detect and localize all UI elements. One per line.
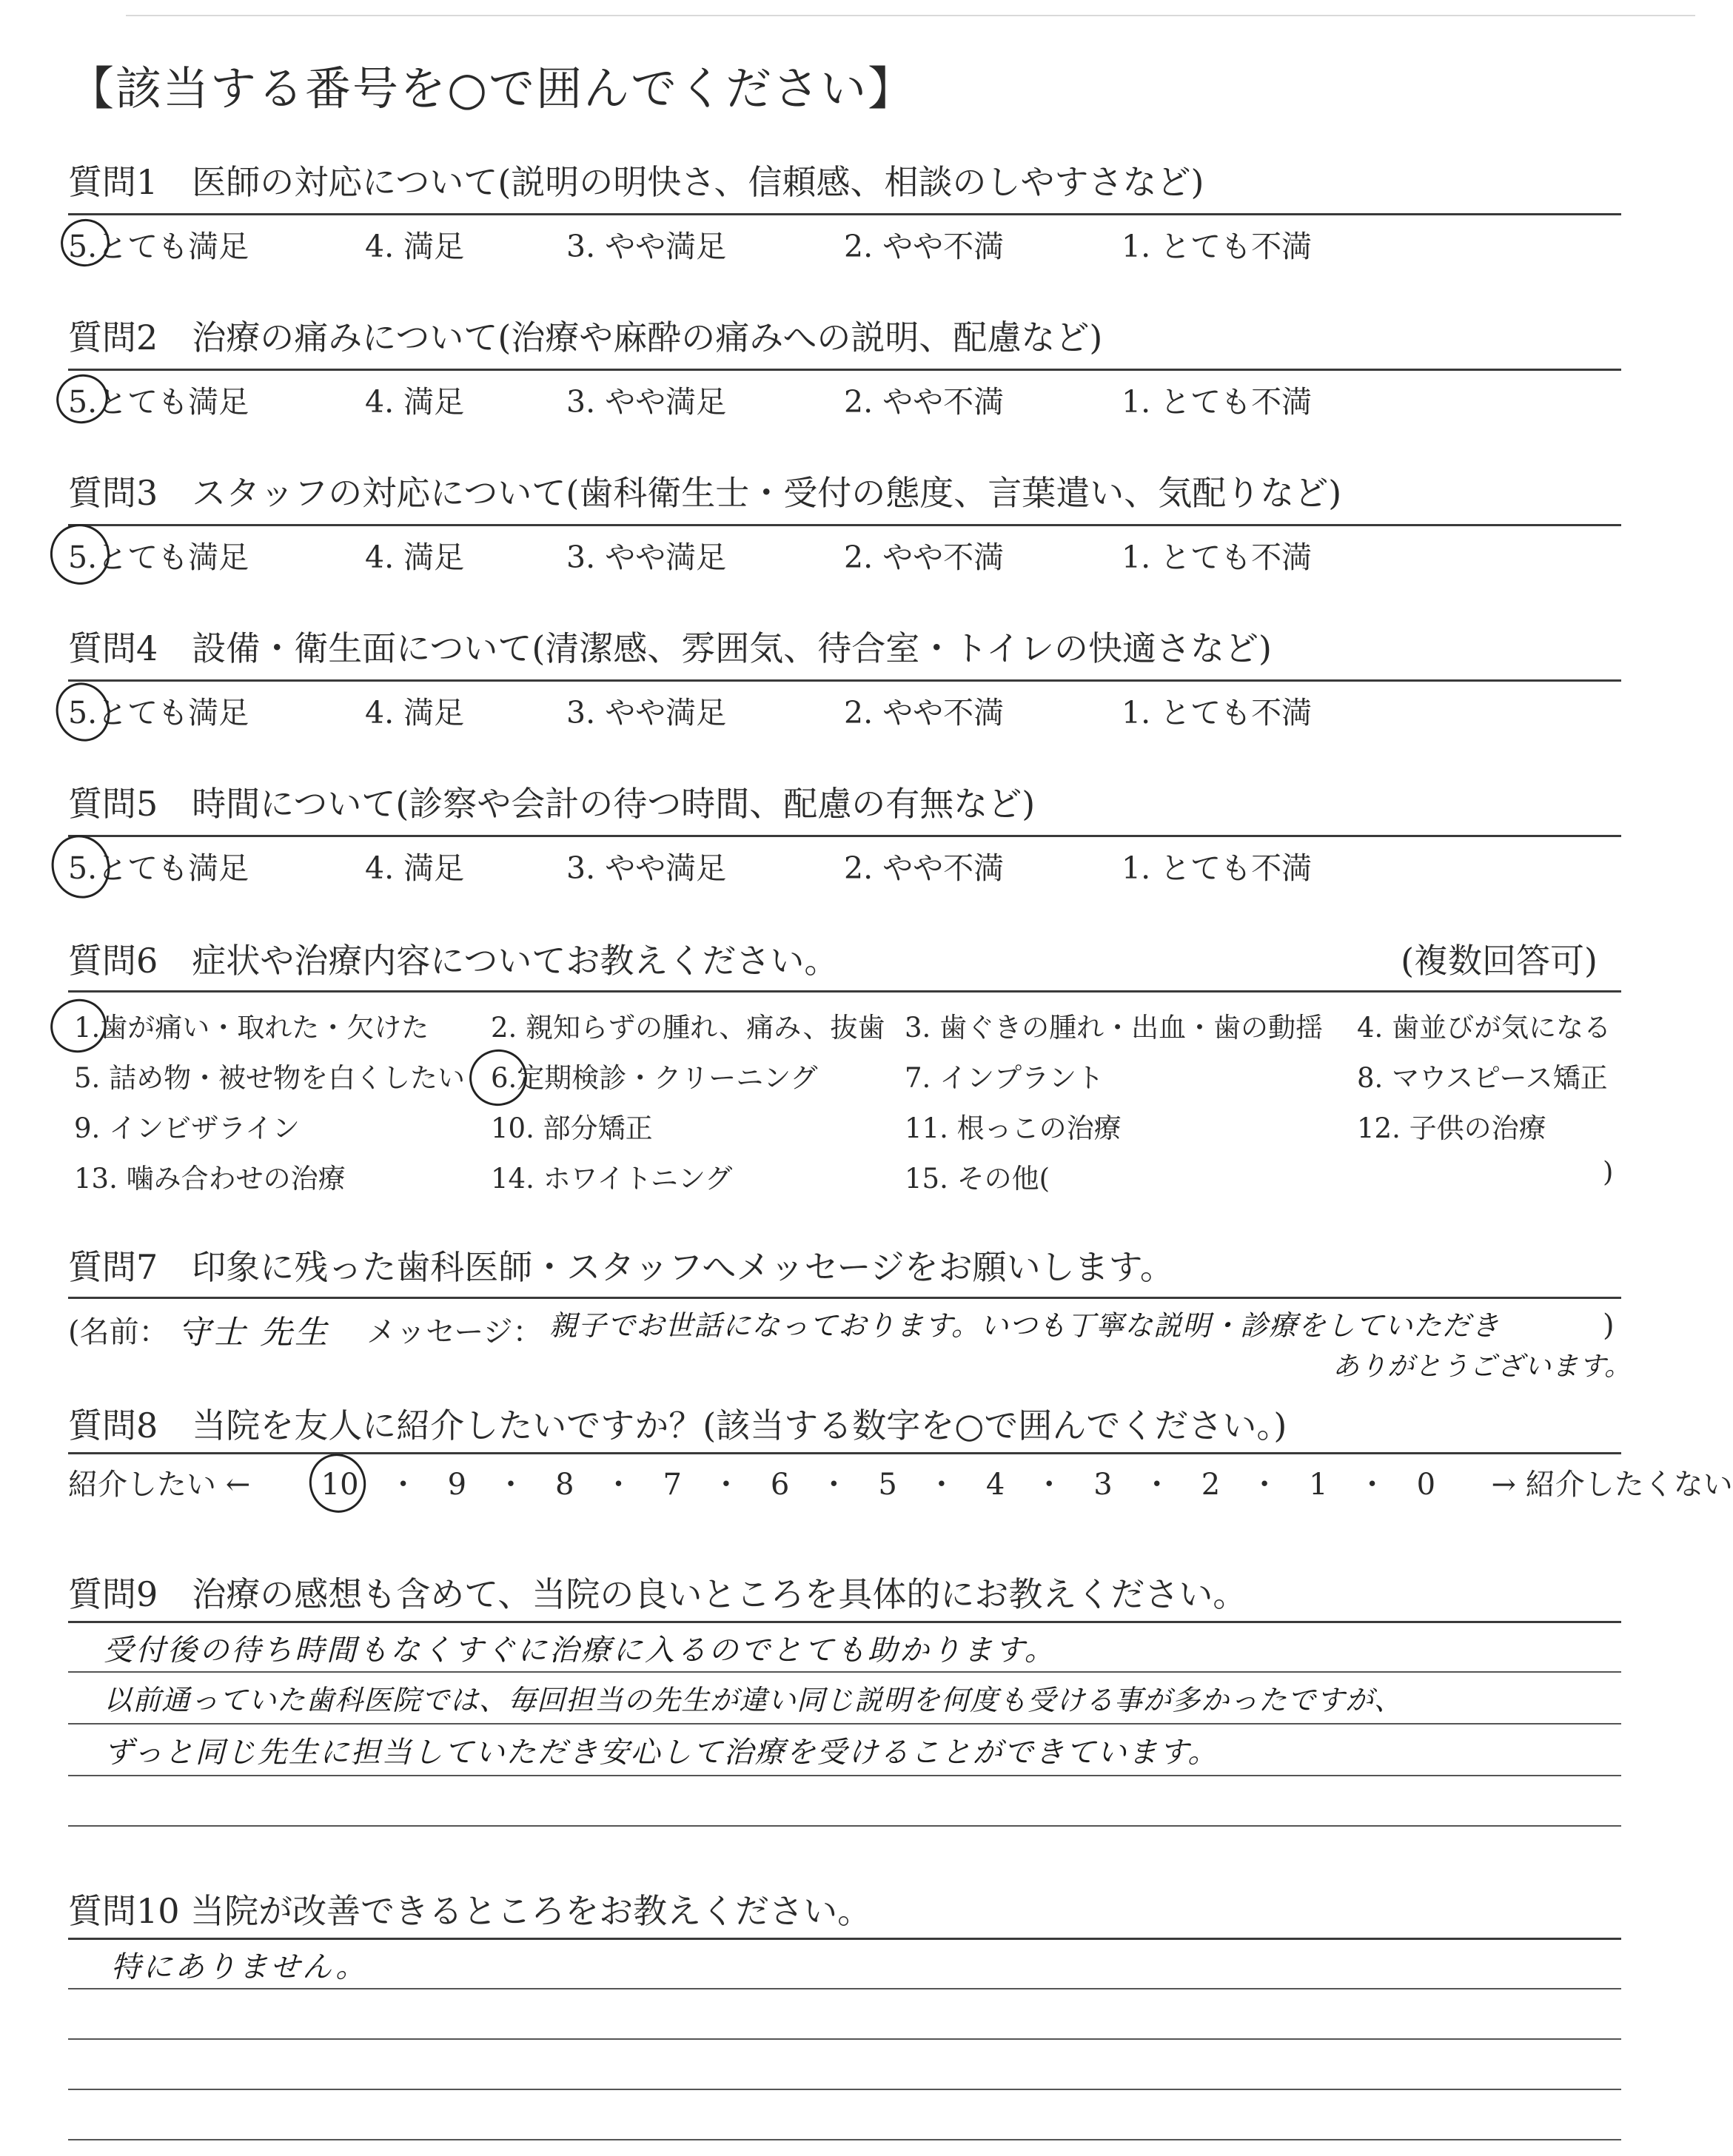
q7-message-prefix: メッセージ： bbox=[366, 1315, 543, 1349]
q6-item-13[interactable]: 13. 噛み合わせの治療 bbox=[74, 1163, 346, 1195]
q6-item-8[interactable]: 8. マウスピース矯正 bbox=[1357, 1062, 1608, 1094]
q10-divider bbox=[68, 1938, 1621, 1940]
q9-answer-line-2[interactable]: 以前通っていた歯科医院では、毎回担当の先生が違い同じ説明を何度も受ける事が多かったですが、 bbox=[104, 1684, 1404, 1716]
q10-answer-line-1[interactable]: 特にありません。 bbox=[111, 1950, 368, 1984]
q6-item-6[interactable]: 6.定期検診・クリーニング bbox=[491, 1062, 818, 1094]
q2-option-1[interactable]: 1. とても不満 bbox=[1122, 384, 1313, 420]
q2-option-5[interactable]: 5.とても満足 bbox=[68, 384, 249, 420]
q3-option-1[interactable]: 1. とても不満 bbox=[1122, 540, 1313, 575]
q8-label: 質問8 当院を友人に紹介したいですか？(該当する数字を○で囲んでください。) bbox=[68, 1406, 1287, 1445]
q9-ruled-line-3 bbox=[68, 1775, 1621, 1776]
q6-item-4[interactable]: 4. 歯並びが気になる bbox=[1357, 1012, 1612, 1044]
q5-option-2[interactable]: 2. やや不満 bbox=[844, 850, 1005, 886]
q4-option-3[interactable]: 3. やや満足 bbox=[566, 695, 727, 731]
q10-ruled-line-3 bbox=[68, 2089, 1621, 2090]
q4-divider bbox=[68, 679, 1621, 682]
q3-option-3[interactable]: 3. やや満足 bbox=[566, 540, 727, 575]
q5-label: 質問5 時間について(診察や会計の待つ時間、配慮の有無など) bbox=[68, 784, 1036, 824]
q2-label: 質問2 治療の痛みについて(治療や麻酔の痛みへの説明、配慮など) bbox=[68, 318, 1103, 357]
q6-item-15[interactable]: 15. その他( bbox=[905, 1163, 1050, 1195]
q6-item-9[interactable]: 9. インビザライン bbox=[74, 1112, 300, 1144]
q6-label: 質問6 症状や治療内容についてお教えください。 bbox=[68, 941, 839, 981]
q4-option-4[interactable]: 4. 満足 bbox=[365, 695, 465, 731]
q5-option-1[interactable]: 1. とても不満 bbox=[1122, 850, 1313, 886]
q3-option-5[interactable]: 5.とても満足 bbox=[68, 540, 249, 575]
q9-answer-line-3[interactable]: ずっと同じ先生に担当していただき安心して治療を受けることができています。 bbox=[104, 1736, 1219, 1770]
q1-option-3[interactable]: 3. やや満足 bbox=[566, 229, 727, 264]
q6-item-11[interactable]: 11. 根っこの治療 bbox=[905, 1112, 1122, 1144]
q5-option-4[interactable]: 4. 満足 bbox=[365, 850, 465, 886]
q1-option-4[interactable]: 4. 満足 bbox=[365, 229, 465, 264]
q3-option-2[interactable]: 2. やや不満 bbox=[844, 540, 1005, 575]
q4-option-2[interactable]: 2. やや不満 bbox=[844, 695, 1005, 731]
q7-message-line-2[interactable]: ありがとうございます。 bbox=[1333, 1351, 1632, 1382]
q7-name-value[interactable]: 守士 先生 bbox=[178, 1314, 329, 1351]
q7-close-paren: ) bbox=[1603, 1309, 1615, 1343]
top-border bbox=[126, 15, 1695, 16]
q4-option-1[interactable]: 1. とても不満 bbox=[1122, 695, 1313, 731]
q6-item-10[interactable]: 10. 部分矯正 bbox=[491, 1112, 653, 1144]
q7-message-line-1[interactable]: 親子でお世話になっております。いつも丁寧な説明・診療をしていただき bbox=[549, 1309, 1500, 1342]
q2-divider bbox=[68, 369, 1621, 371]
q6-item-14[interactable]: 14. ホワイトニング bbox=[491, 1163, 733, 1195]
q5-option-3[interactable]: 3. やや満足 bbox=[566, 850, 727, 886]
q9-ruled-line-1 bbox=[68, 1671, 1621, 1673]
q6-note: (複数回答可) bbox=[1401, 941, 1598, 981]
q9-divider bbox=[68, 1621, 1621, 1623]
q6-item-12[interactable]: 12. 子供の治療 bbox=[1357, 1112, 1546, 1144]
q10-label: 質問10 当院が改善できるところをお教えください。 bbox=[68, 1891, 872, 1931]
q1-option-2[interactable]: 2. やや不満 bbox=[844, 229, 1005, 264]
q6-divider bbox=[68, 990, 1621, 993]
q3-answer-circle bbox=[42, 517, 117, 593]
q6-answer-circle-6 bbox=[462, 1042, 534, 1113]
q8-right-label: → 紹介したくない bbox=[1491, 1468, 1733, 1502]
q9-label: 質問9 治療の感想も含めて、当院の良いところを具体的にお教えください。 bbox=[68, 1574, 1247, 1614]
q6-item-1[interactable]: 1.歯が痛い・取れた・欠けた bbox=[74, 1012, 429, 1044]
q1-option-1[interactable]: 1. とても不満 bbox=[1122, 229, 1313, 264]
q6-answer-circle-1 bbox=[44, 992, 114, 1060]
q3-option-4[interactable]: 4. 満足 bbox=[365, 540, 465, 575]
q8-left-label: 紹介したい ← bbox=[68, 1468, 251, 1502]
q4-answer-circle bbox=[48, 676, 117, 748]
q5-divider bbox=[68, 835, 1621, 837]
q8-divider bbox=[68, 1452, 1621, 1454]
q6-item-3[interactable]: 3. 歯ぐきの腫れ・出血・歯の動揺 bbox=[905, 1012, 1324, 1044]
q1-option-5[interactable]: 5.とても満足 bbox=[68, 229, 249, 264]
q6-item-15-close: ) bbox=[1603, 1156, 1614, 1188]
q5-answer-circle bbox=[44, 827, 118, 906]
q7-name-prefix: (名前： bbox=[68, 1315, 169, 1349]
q10-ruled-line-4 bbox=[68, 2139, 1621, 2140]
page-title: 【該当する番号を○で囲んでください】 bbox=[68, 61, 916, 115]
q7-label: 質問7 印象に残った歯科医師・スタッフへメッセージをお願いします。 bbox=[68, 1247, 1174, 1287]
q5-option-5[interactable]: 5.とても満足 bbox=[68, 850, 249, 886]
q3-label: 質問3 スタッフの対応について(歯科衛生士・受付の態度、言葉遣い、気配りなど) bbox=[68, 473, 1342, 513]
q9-ruled-line-4 bbox=[68, 1825, 1621, 1827]
q6-item-7[interactable]: 7. インプラント bbox=[905, 1062, 1105, 1094]
q10-ruled-line-2 bbox=[68, 2038, 1621, 2040]
q4-label: 質問4 設備・衛生面について(清潔感、雰囲気、待合室・トイレの快適さなど) bbox=[68, 628, 1272, 668]
q6-item-5[interactable]: 5. 詰め物・被せ物を白くしたい bbox=[74, 1062, 466, 1094]
q7-divider bbox=[68, 1297, 1621, 1299]
q1-label: 質問1 医師の対応について(説明の明快さ、信頼感、相談のしやすさなど) bbox=[68, 162, 1204, 202]
q2-option-2[interactable]: 2. やや不満 bbox=[844, 384, 1005, 420]
q2-option-3[interactable]: 3. やや満足 bbox=[566, 384, 727, 420]
q3-divider bbox=[68, 524, 1621, 526]
q8-answer-circle bbox=[301, 1446, 373, 1520]
q1-divider bbox=[68, 213, 1621, 215]
q6-item-2[interactable]: 2. 親知らずの腫れ、痛み、抜歯 bbox=[491, 1012, 885, 1044]
q2-option-4[interactable]: 4. 満足 bbox=[365, 384, 465, 420]
q9-ruled-line-2 bbox=[68, 1723, 1621, 1725]
q9-answer-line-1[interactable]: 受付後の待ち時間もなくすぐに治療に入るのでとても助かります。 bbox=[104, 1633, 1056, 1668]
q4-option-5[interactable]: 5.とても満足 bbox=[68, 695, 249, 731]
q8-scale-numbers[interactable]: 10 ・ 9 ・ 8 ・ 7 ・ 6 ・ 5 ・ 4 ・ 3 ・ 2 ・ 1 ・ 0 bbox=[321, 1468, 1436, 1502]
q10-ruled-line-1 bbox=[68, 1988, 1621, 1989]
